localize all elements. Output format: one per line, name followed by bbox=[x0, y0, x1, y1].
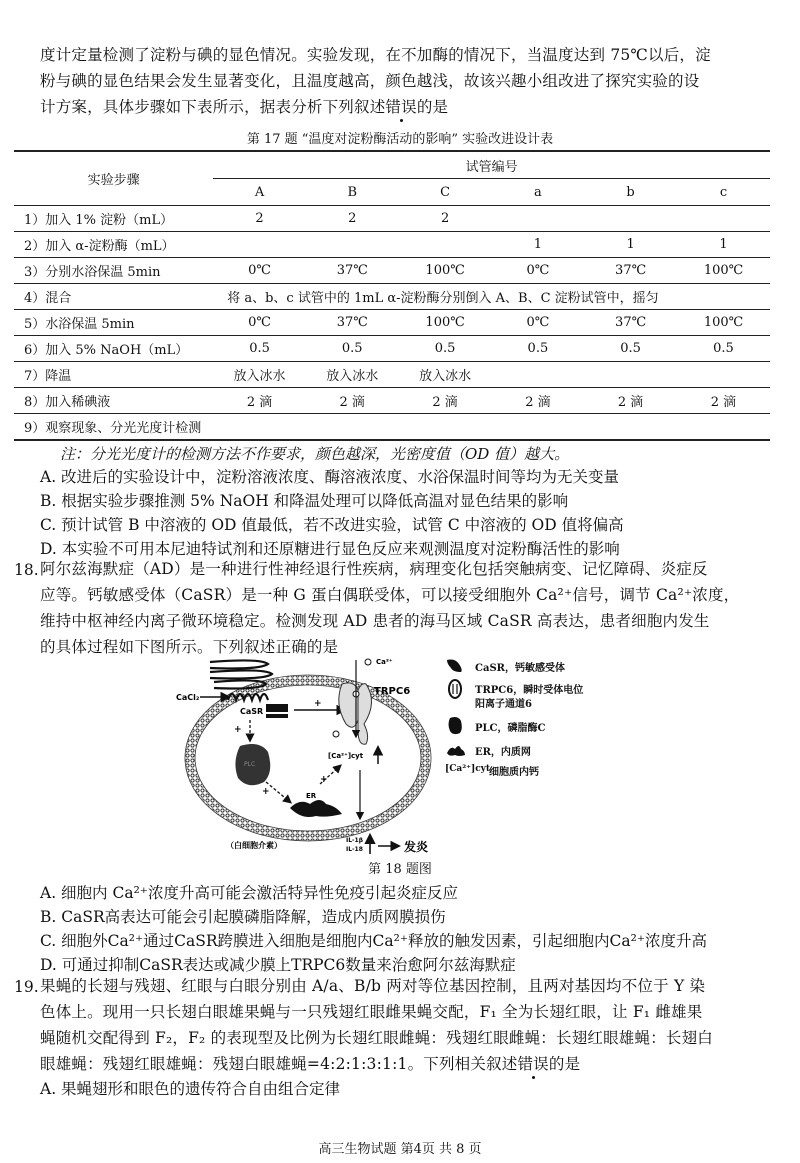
legend-symbol: [Ca²⁺]cyt bbox=[445, 764, 491, 774]
step-cell: 6）加入 5% NaOH（mL） bbox=[14, 336, 213, 362]
q18-figure-caption: 第 18 题图 bbox=[368, 862, 432, 877]
q18-option-d: D. 可通过抑制CaSR表达或减少膜上TRPC6数量来治愈阿尔兹海默症 bbox=[40, 956, 516, 974]
inflammation-label: 发炎 bbox=[404, 840, 429, 854]
value-cell: 2 滴 bbox=[306, 388, 399, 414]
value-cell: 1 bbox=[584, 232, 677, 258]
legend-item bbox=[445, 679, 584, 710]
table-header-row bbox=[14, 151, 770, 179]
value-cell: 37℃ bbox=[584, 310, 677, 336]
table-body bbox=[14, 206, 770, 441]
value-cell bbox=[492, 362, 585, 388]
value-cell: 2 bbox=[399, 206, 492, 232]
legend-text: CaSR，钙敏感受体 bbox=[475, 663, 565, 674]
q17-option-c: C. 预计试管 B 中溶液的 OD 值最低，若不改进实验，试管 C 中溶液的 OD 值将偏高 bbox=[40, 516, 624, 534]
value-cell: 100℃ bbox=[677, 258, 770, 284]
value-cell bbox=[584, 414, 677, 441]
q17-option-d: D. 本实验不可用本尼迪特试剂和还原糖进行显色反应来观测温度对淀粉酶活性的影响 bbox=[40, 540, 620, 558]
q17-option-a: A. 改进后的实验设计中，淀粉溶液浓度、酶溶液浓度、水浴保温时间等均为无关变量 bbox=[40, 468, 620, 486]
q17-intro-line3-prefix: 计方案，具体步骤如下表所示，据表分析下列叙述 bbox=[40, 98, 386, 116]
value-cell bbox=[584, 362, 677, 388]
q17-intro-line bbox=[40, 94, 760, 120]
q19-line: 蝇随机交配得到 F₂，F₂ 的表现型及比例为长翅红眼雌蝇：残翅红眼雌蝇：长翅红眼雄蝇：长翅白 bbox=[40, 1029, 713, 1047]
step-cell: 7）降温 bbox=[14, 362, 213, 388]
table-row bbox=[14, 206, 770, 232]
q17-emphasis bbox=[385, 98, 416, 116]
value-cell bbox=[306, 414, 399, 441]
plc-enzyme-icon bbox=[445, 715, 465, 735]
q18-line: 维持中枢神经内离子微环境稳定。检测发现 AD 患者的海马区域 CaSR 高表达，患者细胞内发生 bbox=[40, 612, 710, 630]
table-row bbox=[14, 258, 770, 284]
q19-line4-suffix: 的是 bbox=[548, 1055, 581, 1073]
q19-line bbox=[40, 1051, 760, 1077]
value-cell: 2 bbox=[306, 206, 399, 232]
cacl2-label: CaCl₂ bbox=[176, 693, 200, 702]
q19-emphasis bbox=[517, 1055, 548, 1073]
value-cell: 2 滴 bbox=[584, 388, 677, 414]
value-cell: 37℃ bbox=[306, 258, 399, 284]
value-cell bbox=[677, 362, 770, 388]
value-cell: 100℃ bbox=[677, 310, 770, 336]
plus-sign: + bbox=[314, 699, 322, 709]
q17-experiment-table bbox=[14, 150, 770, 441]
column-header: b bbox=[584, 179, 677, 206]
value-cell bbox=[399, 232, 492, 258]
value-cell: 放入冰水 bbox=[306, 362, 399, 388]
plus-sign: + bbox=[234, 725, 242, 735]
legend-text: 细胞质内钙 bbox=[489, 767, 539, 778]
q17-note: 注：分光光度计的检测方法不作要求，颜色越深，光密度值（OD 值）越大。 bbox=[60, 445, 570, 463]
step-cell: 9）观察现象、分光光度计检测 bbox=[14, 414, 213, 441]
step-cell: 5）水浴保温 5min bbox=[14, 310, 213, 336]
value-cell: 1 bbox=[677, 232, 770, 258]
value-cell: 0.5 bbox=[492, 336, 585, 362]
merged-cell: 将 a、b、c 试管中的 1mL α-淀粉酶分别倒入 A、B、C 淀粉试管中，摇匀 bbox=[213, 284, 770, 310]
value-cell: 0.5 bbox=[213, 336, 306, 362]
il1b-label: IL-1β bbox=[346, 837, 364, 844]
q19-line4-prefix: 眼雄蝇：残翅红眼雄蝇：残翅白眼雄蝇=4:2:1:3:1:1。下列相关叙述 bbox=[40, 1055, 518, 1073]
q17-table-caption: 第 17 题 “温度对淀粉酶活动的影响” 实验改进设计表 bbox=[246, 132, 554, 147]
legend-text: 阳离子通道6 bbox=[475, 699, 532, 710]
table-row bbox=[14, 362, 770, 388]
q17-intro-line3-suffix: 的是 bbox=[416, 98, 449, 116]
legend-item bbox=[445, 763, 539, 778]
table-row bbox=[14, 310, 770, 336]
q17-intro-line: 度计定量检测了淀粉与碘的显色情况。实验发现，在不加酶的情况下，当温度达到 75℃以后，淀 bbox=[40, 46, 711, 64]
value-cell: 37℃ bbox=[306, 310, 399, 336]
value-cell: 2 bbox=[213, 206, 306, 232]
q17-emphasis-text: 错误 bbox=[385, 98, 417, 116]
il18-label: IL-18 bbox=[346, 846, 363, 853]
value-cell: 100℃ bbox=[399, 310, 492, 336]
q18-option-a: A. 细胞内 Ca²⁺浓度升高可能会激活特异性免疫引起炎症反应 bbox=[40, 884, 458, 902]
q18-stem bbox=[40, 556, 760, 660]
value-cell: 2 滴 bbox=[677, 388, 770, 414]
q17-intro bbox=[40, 42, 760, 120]
legend-item bbox=[445, 657, 565, 676]
table-row bbox=[14, 232, 770, 258]
trpc6-label: TRPC6 bbox=[374, 686, 411, 697]
column-header: B bbox=[306, 179, 399, 206]
value-cell bbox=[213, 232, 306, 258]
table-row bbox=[14, 336, 770, 362]
q19-option-a: A. 果蝇翅形和眼色的遗传符合自由组合定律 bbox=[40, 1080, 341, 1098]
q19-emphasis-text: 错误 bbox=[517, 1055, 549, 1073]
legend-item bbox=[445, 715, 546, 738]
step-cell: 1）加入 1% 淀粉（mL） bbox=[14, 206, 213, 232]
value-cell: 2 滴 bbox=[399, 388, 492, 414]
value-cell: 37℃ bbox=[584, 258, 677, 284]
er-icon bbox=[290, 800, 342, 817]
q18-option-c: C. 细胞外Ca²⁺通过CaSR跨膜进入细胞是细胞内Ca²⁺释放的触发因素，引起细胞内Ca²⁺浓度升高 bbox=[40, 932, 708, 950]
value-cell bbox=[677, 414, 770, 441]
legend-text: PLC，磷脂酶C bbox=[475, 723, 546, 734]
step-cell: 3）分别水浴保温 5min bbox=[14, 258, 213, 284]
calcium-ion-icon bbox=[365, 659, 371, 665]
casr-receptor-icon bbox=[445, 657, 465, 673]
q18-number: 18. bbox=[14, 561, 39, 579]
column-header: C bbox=[399, 179, 492, 206]
q19-stem bbox=[40, 973, 760, 1077]
value-cell: 0℃ bbox=[213, 310, 306, 336]
column-header: A bbox=[213, 179, 306, 206]
q18-cell-diagram bbox=[170, 648, 640, 860]
q19-number: 19. bbox=[14, 978, 39, 996]
q17-option-b: B. 根据实验步骤推测 5% NaOH 和降温处理可以降低高温对显色结果的影响 bbox=[40, 492, 569, 510]
value-cell bbox=[492, 414, 585, 441]
value-cell bbox=[213, 414, 306, 441]
ca-ext-label: Ca²⁺ bbox=[376, 658, 393, 666]
value-cell: 0.5 bbox=[584, 336, 677, 362]
value-cell: 放入冰水 bbox=[213, 362, 306, 388]
plc-label: PLC bbox=[244, 761, 256, 768]
value-cell bbox=[306, 232, 399, 258]
column-header: a bbox=[492, 179, 585, 206]
value-cell bbox=[399, 414, 492, 441]
legend-text: TRPC6，瞬时受体电位 bbox=[475, 685, 584, 696]
q17-intro-line: 粉与碘的显色结果会发生显著变化，且温度越高，颜色越浅，故该兴趣小组改进了探究实验的设 bbox=[40, 72, 700, 90]
value-cell: 0℃ bbox=[492, 258, 585, 284]
er-icon bbox=[445, 741, 467, 757]
table-row bbox=[14, 388, 770, 414]
value-cell: 放入冰水 bbox=[399, 362, 492, 388]
column-header: c bbox=[677, 179, 770, 206]
tube-group-header: 试管编号 bbox=[213, 151, 770, 179]
value-cell: 0.5 bbox=[306, 336, 399, 362]
cytokine-label: （白细胞介素） bbox=[226, 840, 282, 850]
value-cell bbox=[677, 206, 770, 232]
value-cell: 0.5 bbox=[677, 336, 770, 362]
er-label: ER bbox=[306, 792, 317, 800]
value-cell: 100℃ bbox=[399, 258, 492, 284]
step-cell: 8）加入稀碘液 bbox=[14, 388, 213, 414]
plus-sign: + bbox=[320, 775, 328, 785]
table-row bbox=[14, 414, 770, 441]
q18-option-b: B. CaSR高表达可能会引起膜磷脂降解，造成内质网膜损伤 bbox=[40, 908, 446, 926]
q18-line: 应等。钙敏感受体（CaSR）是一种 G 蛋白偶联受体，可以接受细胞外 Ca²⁺信号，调节 Ca²⁺浓度， bbox=[40, 586, 740, 604]
value-cell: 0℃ bbox=[492, 310, 585, 336]
casr-label: CaSR bbox=[240, 707, 264, 716]
step-cell: 2）加入 α-淀粉酶（mL） bbox=[14, 232, 213, 258]
legend-item bbox=[445, 741, 531, 760]
legend-text: ER，内质网 bbox=[475, 747, 531, 758]
value-cell bbox=[492, 206, 585, 232]
value-cell: 0℃ bbox=[213, 258, 306, 284]
trpc6-channel-icon bbox=[445, 679, 465, 699]
value-cell: 2 滴 bbox=[213, 388, 306, 414]
value-cell: 1 bbox=[492, 232, 585, 258]
step-cell: 4）混合 bbox=[14, 284, 213, 310]
plus-sign: + bbox=[262, 787, 270, 797]
ca-cyt-label: [Ca²⁺]cyt bbox=[328, 752, 364, 760]
value-cell: 2 滴 bbox=[492, 388, 585, 414]
q18-line: 阿尔兹海默症（AD）是一种进行性神经退行性疾病，病理变化包括突触病变、记忆障碍、炎症反 bbox=[40, 560, 708, 578]
q19-line: 色体上。现用一只长翅白眼雄果蝇与一只残翅红眼雌果蝇交配，F₁ 全为长翅红眼，让 F₁ 雌雄果 bbox=[40, 1003, 703, 1021]
page-footer: 高三生物试题 第4页 共 8 页 bbox=[318, 1142, 482, 1157]
table-row bbox=[14, 284, 770, 310]
q19-line: 果蝇的长翅与残翅、红眼与白眼分别由 A/a、B/b 两对等位基因控制，且两对基因均不位于 Y 染 bbox=[40, 977, 706, 995]
calcium-ion-icon bbox=[333, 731, 339, 737]
value-cell: 0.5 bbox=[399, 336, 492, 362]
value-cell bbox=[584, 206, 677, 232]
trpc6-channel-icon bbox=[339, 683, 372, 744]
step-header: 实验步骤 bbox=[14, 151, 213, 206]
q18-line: 的具体过程如下图所示。下列叙述正确的是 bbox=[40, 638, 339, 656]
